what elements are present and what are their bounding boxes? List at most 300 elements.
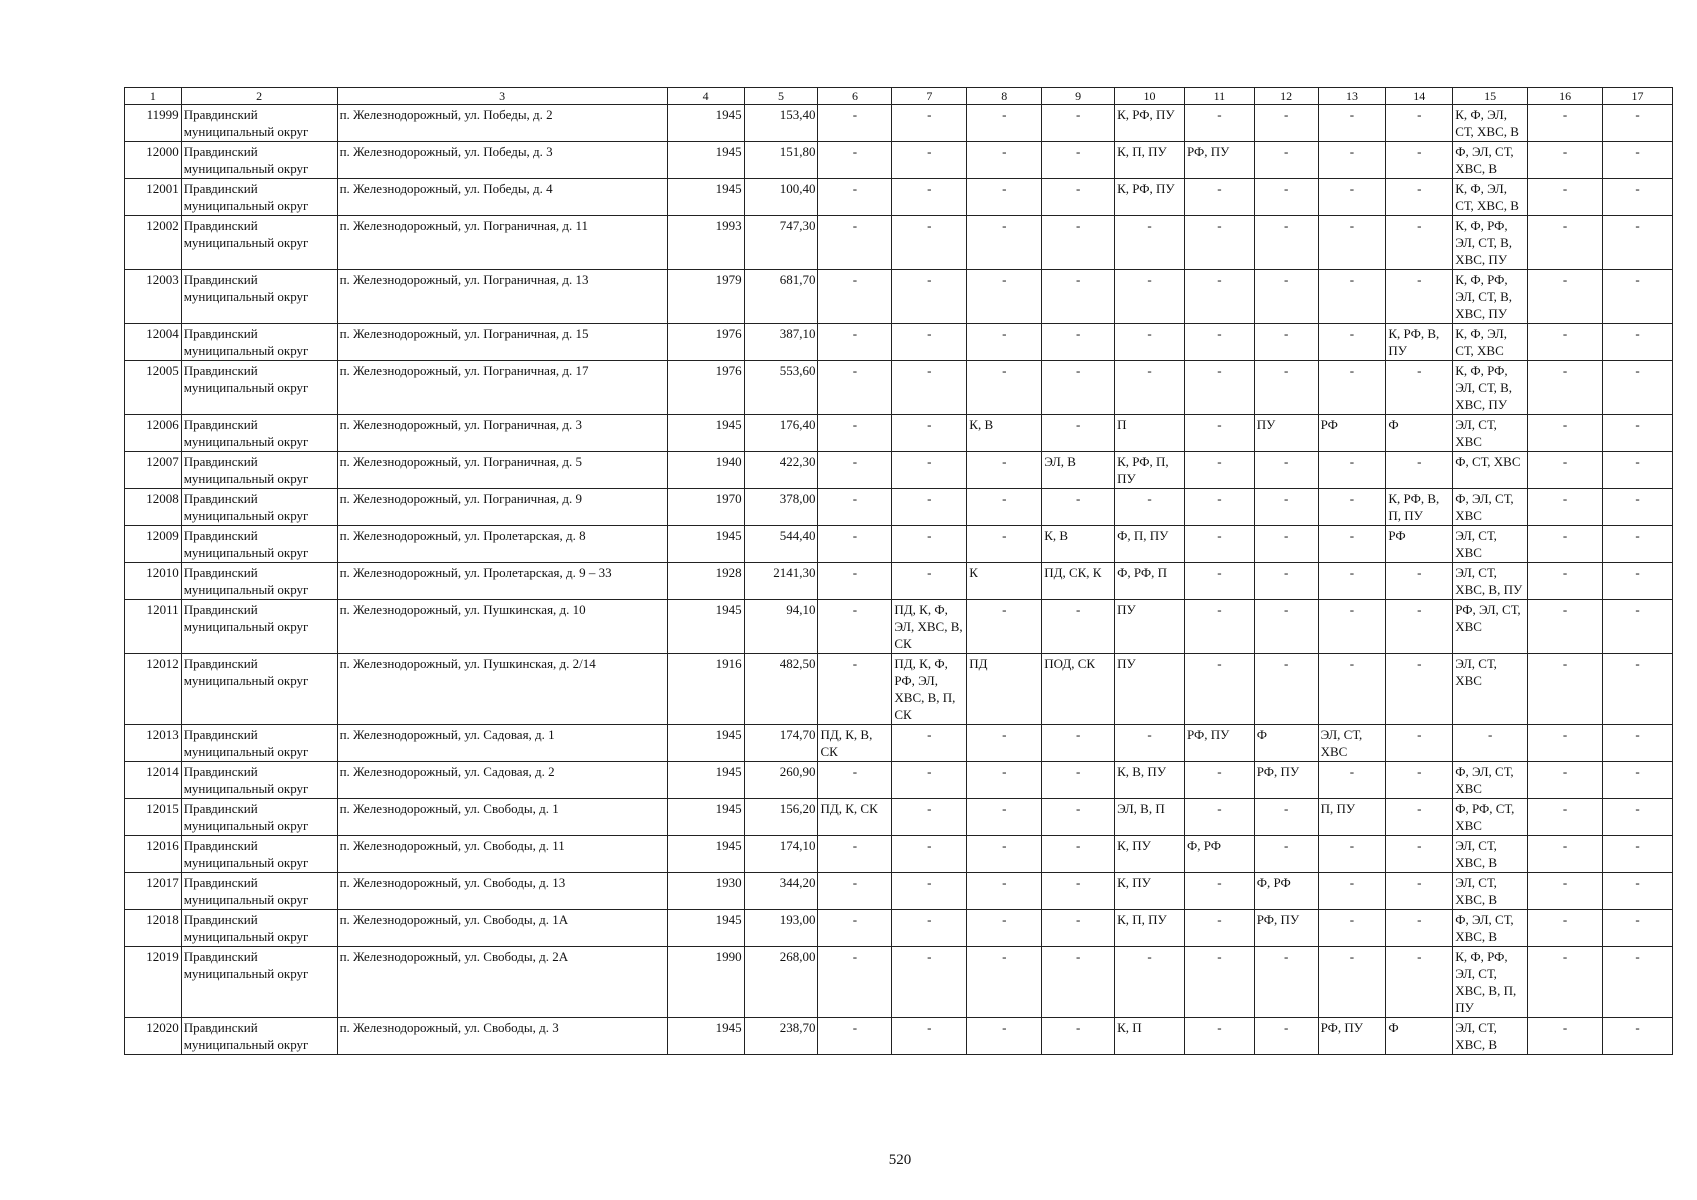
table-cell: 1945 bbox=[667, 105, 744, 142]
table-cell: - bbox=[892, 799, 967, 836]
table-cell: Правдинский муниципальный округ bbox=[181, 762, 337, 799]
table-row bbox=[125, 489, 1673, 526]
page-number: 520 bbox=[888, 1152, 912, 1168]
column-header: 12 bbox=[1254, 88, 1318, 105]
table-cell: - bbox=[892, 179, 967, 216]
column-header: 8 bbox=[967, 88, 1042, 105]
header-row bbox=[125, 88, 1673, 105]
table-cell: 260,90 bbox=[744, 762, 818, 799]
table-cell: - bbox=[892, 415, 967, 452]
table-cell: 387,10 bbox=[744, 324, 818, 361]
table-cell: - bbox=[1528, 762, 1603, 799]
table-cell: - bbox=[1528, 105, 1603, 142]
table-cell: - bbox=[1386, 105, 1453, 142]
table-cell: - bbox=[818, 654, 892, 725]
table-cell: - bbox=[1254, 799, 1318, 836]
table-cell: - bbox=[967, 452, 1042, 489]
table-cell: - bbox=[892, 489, 967, 526]
table-cell: - bbox=[1318, 762, 1386, 799]
table-cell: 1945 bbox=[667, 725, 744, 762]
table-cell: К, Ф, РФ, ЭЛ, СТ, В, ХВС, ПУ bbox=[1453, 216, 1528, 270]
table-cell: - bbox=[1318, 270, 1386, 324]
table-cell: - bbox=[1254, 179, 1318, 216]
table-cell: 482,50 bbox=[744, 654, 818, 725]
table-cell: К, РФ, ПУ bbox=[1115, 179, 1185, 216]
table-cell: - bbox=[1603, 216, 1673, 270]
table-cell: ЭЛ, СТ, ХВС bbox=[1453, 526, 1528, 563]
table-cell: 12001 bbox=[125, 179, 182, 216]
table-cell: - bbox=[892, 836, 967, 873]
table-cell: - bbox=[1528, 947, 1603, 1018]
table-cell: - bbox=[818, 179, 892, 216]
column-header: 1 bbox=[125, 88, 182, 105]
table-row bbox=[125, 526, 1673, 563]
table-cell: - bbox=[1184, 910, 1254, 947]
table-cell: - bbox=[1603, 799, 1673, 836]
table-cell: - bbox=[1184, 216, 1254, 270]
table-cell: - bbox=[1528, 216, 1603, 270]
table-cell: 1945 bbox=[667, 799, 744, 836]
table-cell: - bbox=[967, 910, 1042, 947]
table-row bbox=[125, 179, 1673, 216]
table-cell: - bbox=[967, 873, 1042, 910]
table-cell: Ф, ЭЛ, СТ, ХВС, В bbox=[1453, 910, 1528, 947]
table-cell: - bbox=[1115, 361, 1185, 415]
table-cell: Ф bbox=[1386, 1018, 1453, 1055]
table-cell: 422,30 bbox=[744, 452, 818, 489]
table-cell: - bbox=[1254, 1018, 1318, 1055]
table-cell: 12013 bbox=[125, 725, 182, 762]
table-cell: - bbox=[1254, 105, 1318, 142]
column-header: 4 bbox=[667, 88, 744, 105]
table-cell: - bbox=[967, 836, 1042, 873]
table-cell: - bbox=[1042, 873, 1115, 910]
table-cell: - bbox=[967, 725, 1042, 762]
table-cell: - bbox=[1603, 563, 1673, 600]
table-cell: - bbox=[892, 452, 967, 489]
table-cell: К, Ф, ЭЛ, СТ, ХВС bbox=[1453, 324, 1528, 361]
table-cell: РФ bbox=[1318, 415, 1386, 452]
table-cell: Правдинский муниципальный округ bbox=[181, 179, 337, 216]
table-cell: п. Железнодорожный, ул. Свободы, д. 2А bbox=[337, 947, 667, 1018]
table-cell: - bbox=[892, 105, 967, 142]
table-cell: п. Железнодорожный, ул. Садовая, д. 1 bbox=[337, 725, 667, 762]
table-cell: - bbox=[1318, 836, 1386, 873]
table-cell: п. Железнодорожный, ул. Пушкинская, д. 2/14 bbox=[337, 654, 667, 725]
table-cell: Правдинский муниципальный округ bbox=[181, 873, 337, 910]
table-cell: 1928 bbox=[667, 563, 744, 600]
table-cell: - bbox=[1184, 361, 1254, 415]
table-cell: п. Железнодорожный, ул. Свободы, д. 1А bbox=[337, 910, 667, 947]
table-cell: Правдинский муниципальный округ bbox=[181, 452, 337, 489]
table-row bbox=[125, 324, 1673, 361]
table-cell: 12006 bbox=[125, 415, 182, 452]
table-cell: - bbox=[1184, 563, 1254, 600]
table-cell: - bbox=[1528, 361, 1603, 415]
housing-register-table bbox=[124, 87, 1673, 1055]
table-cell: К, РФ, ПУ bbox=[1115, 105, 1185, 142]
table-cell: Правдинский муниципальный округ bbox=[181, 799, 337, 836]
table-cell: 12008 bbox=[125, 489, 182, 526]
table-cell: - bbox=[967, 324, 1042, 361]
table-cell: Правдинский муниципальный округ bbox=[181, 361, 337, 415]
table-cell: РФ bbox=[1386, 526, 1453, 563]
table-cell: - bbox=[818, 910, 892, 947]
table-cell: - bbox=[1254, 563, 1318, 600]
table-row bbox=[125, 1018, 1673, 1055]
table-cell: ЭЛ, СТ, ХВС, В, ПУ bbox=[1453, 563, 1528, 600]
table-row bbox=[125, 216, 1673, 270]
table-cell: - bbox=[892, 910, 967, 947]
table-cell: - bbox=[1042, 600, 1115, 654]
table-cell: Правдинский муниципальный округ bbox=[181, 415, 337, 452]
table-cell: - bbox=[1042, 216, 1115, 270]
table-cell: К, ПУ bbox=[1115, 873, 1185, 910]
table-cell: п. Железнодорожный, ул. Пограничная, д. 17 bbox=[337, 361, 667, 415]
table-cell: К, ПУ bbox=[1115, 836, 1185, 873]
table-cell: - bbox=[1184, 654, 1254, 725]
table-cell: - bbox=[1254, 324, 1318, 361]
table-row bbox=[125, 105, 1673, 142]
table-cell: 11999 bbox=[125, 105, 182, 142]
table-cell: 12004 bbox=[125, 324, 182, 361]
table-cell: - bbox=[967, 361, 1042, 415]
table-cell: - bbox=[1254, 361, 1318, 415]
table-cell: ЭЛ, СТ, ХВС bbox=[1453, 654, 1528, 725]
table-cell: К, РФ, В, П, ПУ bbox=[1386, 489, 1453, 526]
table-cell: К, Ф, ЭЛ, СТ, ХВС, В bbox=[1453, 105, 1528, 142]
table-cell: ЭЛ, СТ, ХВС bbox=[1453, 415, 1528, 452]
table-cell: - bbox=[1528, 179, 1603, 216]
table-cell: - bbox=[1042, 762, 1115, 799]
table-cell: - bbox=[818, 216, 892, 270]
table-cell: - bbox=[818, 563, 892, 600]
table-cell: 747,30 bbox=[744, 216, 818, 270]
table-cell: - bbox=[1386, 270, 1453, 324]
table-cell: Ф bbox=[1386, 415, 1453, 452]
table-cell: 1940 bbox=[667, 452, 744, 489]
table-cell: - bbox=[967, 799, 1042, 836]
table-row bbox=[125, 762, 1673, 799]
table-cell: Правдинский муниципальный округ bbox=[181, 910, 337, 947]
table-cell: ПОД, СК bbox=[1042, 654, 1115, 725]
table-cell: - bbox=[967, 1018, 1042, 1055]
table-cell: - bbox=[967, 526, 1042, 563]
table-cell: - bbox=[1603, 1018, 1673, 1055]
table-row bbox=[125, 361, 1673, 415]
table-cell: К, В bbox=[1042, 526, 1115, 563]
table-cell: - bbox=[1386, 762, 1453, 799]
table-cell: - bbox=[1603, 836, 1673, 873]
table-cell: - bbox=[1528, 324, 1603, 361]
table-cell: 1945 bbox=[667, 526, 744, 563]
table-cell: - bbox=[892, 762, 967, 799]
table-cell: 193,00 bbox=[744, 910, 818, 947]
table-cell: - bbox=[1254, 142, 1318, 179]
table-cell: 544,40 bbox=[744, 526, 818, 563]
table-cell: - bbox=[892, 361, 967, 415]
table-cell: 12002 bbox=[125, 216, 182, 270]
table-cell: - bbox=[1603, 324, 1673, 361]
table-cell: - bbox=[892, 563, 967, 600]
table-cell: - bbox=[818, 489, 892, 526]
table-cell: 174,10 bbox=[744, 836, 818, 873]
table-cell: - bbox=[892, 873, 967, 910]
table-cell: - bbox=[818, 947, 892, 1018]
table-cell: Ф, РФ bbox=[1184, 836, 1254, 873]
table-cell: К, П, ПУ bbox=[1115, 142, 1185, 179]
table-cell: 12012 bbox=[125, 654, 182, 725]
table-cell: - bbox=[1184, 415, 1254, 452]
table-cell: - bbox=[1318, 947, 1386, 1018]
table-row bbox=[125, 452, 1673, 489]
table-cell: - bbox=[1318, 600, 1386, 654]
table-cell: РФ, ЭЛ, СТ, ХВС bbox=[1453, 600, 1528, 654]
table-cell: - bbox=[1528, 270, 1603, 324]
table-cell: ЭЛ, В bbox=[1042, 452, 1115, 489]
table-cell: - bbox=[967, 216, 1042, 270]
table-cell: К, РФ, В, ПУ bbox=[1386, 324, 1453, 361]
table-cell: К, Ф, ЭЛ, СТ, ХВС, В bbox=[1453, 179, 1528, 216]
table-cell: - bbox=[818, 324, 892, 361]
table-cell: - bbox=[892, 216, 967, 270]
table-cell: Ф, ЭЛ, СТ, ХВС bbox=[1453, 489, 1528, 526]
table-cell: РФ, ПУ bbox=[1318, 1018, 1386, 1055]
table-cell: П, ПУ bbox=[1318, 799, 1386, 836]
table-cell: - bbox=[1184, 873, 1254, 910]
table-cell: Ф, СТ, ХВС bbox=[1453, 452, 1528, 489]
table-cell: - bbox=[818, 836, 892, 873]
table-header bbox=[125, 88, 1673, 105]
table-cell: - bbox=[1603, 910, 1673, 947]
table-cell: п. Железнодорожный, ул. Свободы, д. 1 bbox=[337, 799, 667, 836]
table-cell: - bbox=[818, 415, 892, 452]
table-cell: - bbox=[1603, 415, 1673, 452]
table-cell: - bbox=[1528, 654, 1603, 725]
table-cell: - bbox=[1528, 563, 1603, 600]
table-cell: п. Железнодорожный, ул. Пушкинская, д. 10 bbox=[337, 600, 667, 654]
table-cell: 153,40 bbox=[744, 105, 818, 142]
table-cell: ПУ bbox=[1254, 415, 1318, 452]
table-cell: - bbox=[818, 270, 892, 324]
table-cell: - bbox=[1603, 654, 1673, 725]
table-cell: К, П, ПУ bbox=[1115, 910, 1185, 947]
table-cell: - bbox=[967, 179, 1042, 216]
table-cell: 12014 bbox=[125, 762, 182, 799]
table-cell: Правдинский муниципальный округ bbox=[181, 654, 337, 725]
table-cell: К, В, ПУ bbox=[1115, 762, 1185, 799]
table-cell: - bbox=[1528, 910, 1603, 947]
table-cell: п. Железнодорожный, ул. Победы, д. 4 bbox=[337, 179, 667, 216]
table-cell: 1945 bbox=[667, 1018, 744, 1055]
table-cell: - bbox=[1318, 873, 1386, 910]
table-cell: - bbox=[1184, 270, 1254, 324]
table-cell: - bbox=[1528, 873, 1603, 910]
table-cell: 1945 bbox=[667, 142, 744, 179]
table-cell: - bbox=[1386, 452, 1453, 489]
table-row bbox=[125, 725, 1673, 762]
table-cell: ПУ bbox=[1115, 600, 1185, 654]
table-cell: п. Железнодорожный, ул. Пограничная, д. 15 bbox=[337, 324, 667, 361]
table-cell: - bbox=[1184, 489, 1254, 526]
column-header: 5 bbox=[744, 88, 818, 105]
table-cell: РФ, ПУ bbox=[1254, 910, 1318, 947]
table-cell: - bbox=[1386, 361, 1453, 415]
table-cell: - bbox=[1184, 799, 1254, 836]
table-cell: 1990 bbox=[667, 947, 744, 1018]
table-cell: - bbox=[1115, 725, 1185, 762]
table-cell: - bbox=[967, 270, 1042, 324]
table-cell: п. Железнодорожный, ул. Пролетарская, д. 8 bbox=[337, 526, 667, 563]
table-cell: К, В bbox=[967, 415, 1042, 452]
table-cell: Правдинский муниципальный округ bbox=[181, 563, 337, 600]
table-cell: - bbox=[1042, 270, 1115, 324]
table-cell: 12011 bbox=[125, 600, 182, 654]
table-row bbox=[125, 654, 1673, 725]
table-cell: п. Железнодорожный, ул. Садовая, д. 2 bbox=[337, 762, 667, 799]
table-cell: 378,00 bbox=[744, 489, 818, 526]
table-cell: 12017 bbox=[125, 873, 182, 910]
table-cell: п. Железнодорожный, ул. Пограничная, д. 3 bbox=[337, 415, 667, 452]
table-cell: - bbox=[1528, 489, 1603, 526]
table-cell: - bbox=[1184, 179, 1254, 216]
column-header: 13 bbox=[1318, 88, 1386, 105]
table-cell: - bbox=[1184, 762, 1254, 799]
table-cell: 12016 bbox=[125, 836, 182, 873]
table-cell: ЭЛ, СТ, ХВС, В bbox=[1453, 836, 1528, 873]
table-row bbox=[125, 910, 1673, 947]
table-cell: 681,70 bbox=[744, 270, 818, 324]
table-cell: - bbox=[1042, 361, 1115, 415]
table-cell: - bbox=[967, 600, 1042, 654]
table-cell: - bbox=[1528, 415, 1603, 452]
table-cell: 156,20 bbox=[744, 799, 818, 836]
table-cell: К, Ф, РФ, ЭЛ, СТ, В, ХВС, ПУ bbox=[1453, 270, 1528, 324]
table-cell: Ф, РФ, П bbox=[1115, 563, 1185, 600]
table-cell: - bbox=[1184, 1018, 1254, 1055]
table-cell: 12015 bbox=[125, 799, 182, 836]
table-cell: 553,60 bbox=[744, 361, 818, 415]
table-row bbox=[125, 415, 1673, 452]
table-cell: Правдинский муниципальный округ bbox=[181, 142, 337, 179]
table-row bbox=[125, 836, 1673, 873]
column-header: 9 bbox=[1042, 88, 1115, 105]
table-cell: - bbox=[1042, 725, 1115, 762]
table-cell: - bbox=[818, 600, 892, 654]
table-cell: - bbox=[1042, 179, 1115, 216]
table-cell: - bbox=[1386, 725, 1453, 762]
table-cell: - bbox=[1115, 947, 1185, 1018]
table-cell: 1945 bbox=[667, 762, 744, 799]
table-cell: п. Железнодорожный, ул. Пограничная, д. 13 bbox=[337, 270, 667, 324]
table-cell: - bbox=[1115, 324, 1185, 361]
table-cell: - bbox=[1042, 489, 1115, 526]
table-cell: - bbox=[1603, 361, 1673, 415]
table-cell: - bbox=[818, 762, 892, 799]
table-cell: - bbox=[818, 526, 892, 563]
table-cell: 12018 bbox=[125, 910, 182, 947]
table-cell: - bbox=[1254, 270, 1318, 324]
table-cell: - bbox=[1386, 947, 1453, 1018]
table-cell: - bbox=[1386, 600, 1453, 654]
table-cell: - bbox=[1042, 910, 1115, 947]
table-cell: Правдинский муниципальный округ bbox=[181, 725, 337, 762]
table-cell: - bbox=[892, 324, 967, 361]
table-cell: - bbox=[1386, 142, 1453, 179]
table-cell: п. Железнодорожный, ул. Свободы, д. 13 bbox=[337, 873, 667, 910]
table-cell: - bbox=[818, 452, 892, 489]
column-header: 10 bbox=[1115, 88, 1185, 105]
table-cell: - bbox=[1115, 216, 1185, 270]
table-cell: - bbox=[1318, 324, 1386, 361]
table-cell: п. Железнодорожный, ул. Пограничная, д. 5 bbox=[337, 452, 667, 489]
table-cell: - bbox=[1318, 910, 1386, 947]
table-cell: ПД, К, СК bbox=[818, 799, 892, 836]
table-cell: 1970 bbox=[667, 489, 744, 526]
table-cell: - bbox=[1603, 947, 1673, 1018]
table-cell: п. Железнодорожный, ул. Пролетарская, д. 9 – 33 bbox=[337, 563, 667, 600]
table-cell: - bbox=[892, 142, 967, 179]
table-cell: - bbox=[1386, 563, 1453, 600]
table-cell: - bbox=[1386, 836, 1453, 873]
table-cell: - bbox=[818, 361, 892, 415]
table-cell: ПД, СК, К bbox=[1042, 563, 1115, 600]
table-cell: 1945 bbox=[667, 415, 744, 452]
table-cell: - bbox=[1528, 600, 1603, 654]
table-cell: - bbox=[1386, 873, 1453, 910]
table-cell: п. Железнодорожный, ул. Победы, д. 2 bbox=[337, 105, 667, 142]
table-cell: - bbox=[818, 1018, 892, 1055]
table-cell: - bbox=[1528, 526, 1603, 563]
table-row bbox=[125, 947, 1673, 1018]
table-cell: - bbox=[1603, 452, 1673, 489]
table-cell: 94,10 bbox=[744, 600, 818, 654]
table-cell: 12020 bbox=[125, 1018, 182, 1055]
table-cell: Ф, РФ bbox=[1254, 873, 1318, 910]
table-cell: - bbox=[967, 947, 1042, 1018]
table-cell: п. Железнодорожный, ул. Свободы, д. 11 bbox=[337, 836, 667, 873]
table-cell: - bbox=[1184, 526, 1254, 563]
table-cell: - bbox=[818, 142, 892, 179]
table-cell: 1945 bbox=[667, 910, 744, 947]
table-cell: - bbox=[1528, 725, 1603, 762]
table-cell: - bbox=[892, 725, 967, 762]
table-cell: - bbox=[1042, 947, 1115, 1018]
table-cell: 344,20 bbox=[744, 873, 818, 910]
table-cell: - bbox=[1184, 947, 1254, 1018]
column-header: 2 bbox=[181, 88, 337, 105]
table-cell: Правдинский муниципальный округ bbox=[181, 600, 337, 654]
table-cell: - bbox=[1528, 799, 1603, 836]
table-cell: - bbox=[1042, 142, 1115, 179]
table-cell: - bbox=[1453, 725, 1528, 762]
table-cell: Правдинский муниципальный округ bbox=[181, 270, 337, 324]
table-cell: - bbox=[1603, 873, 1673, 910]
table-cell: 12005 bbox=[125, 361, 182, 415]
table-cell: - bbox=[1386, 910, 1453, 947]
table-cell: РФ, ПУ bbox=[1254, 762, 1318, 799]
table-cell: - bbox=[967, 105, 1042, 142]
table-cell: - bbox=[1318, 526, 1386, 563]
table-cell: ПУ bbox=[1115, 654, 1185, 725]
table-cell: п. Железнодорожный, ул. Пограничная, д. 9 bbox=[337, 489, 667, 526]
column-header: 6 bbox=[818, 88, 892, 105]
table-cell: ЭЛ, СТ, ХВС, В bbox=[1453, 1018, 1528, 1055]
table-cell: - bbox=[1318, 654, 1386, 725]
table-cell: - bbox=[1528, 1018, 1603, 1055]
table-cell: ЭЛ, СТ, ХВС bbox=[1318, 725, 1386, 762]
table-cell: - bbox=[1603, 105, 1673, 142]
